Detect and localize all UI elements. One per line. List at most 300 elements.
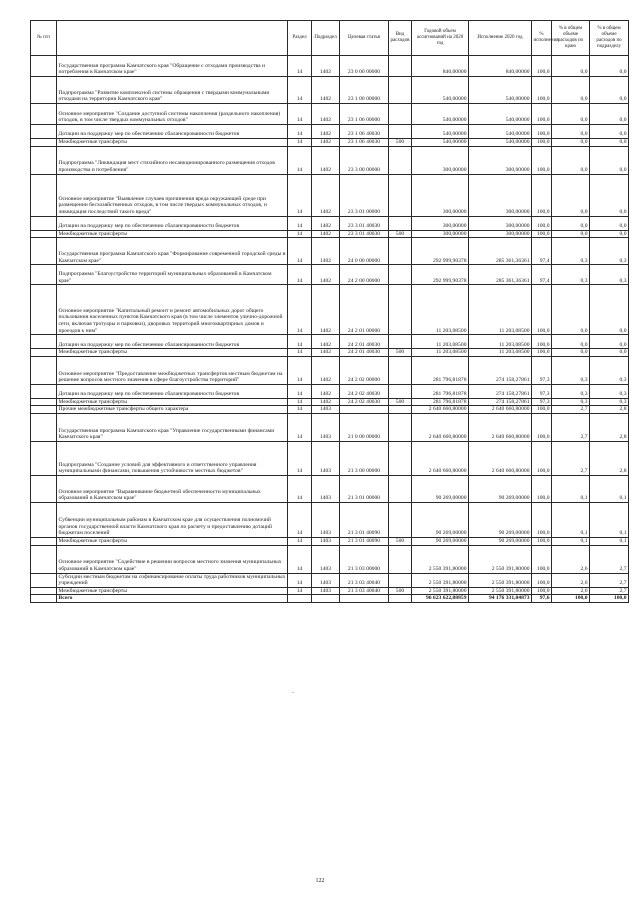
row-expense-type (389, 146, 412, 174)
row-num (31, 230, 57, 238)
row-exec: 540,00000 (469, 125, 532, 139)
header-target-article: Целевая статья (340, 21, 389, 56)
row-num (31, 413, 57, 441)
table-row (31, 475, 629, 502)
row-razdel: 14 (288, 537, 312, 545)
row-share-section: 0,1 (590, 475, 629, 502)
row-share-total: 2,6 (552, 587, 590, 595)
row-name: Основное мероприятие "Содействие в решении вопросов местного значения муниципальных образований в Камчатском крае" (57, 545, 288, 573)
table-row (31, 125, 629, 139)
header-share-section: % в общем объеме расходов по подразделу (590, 21, 629, 56)
budget-execution-table (30, 20, 629, 603)
header-execution-percent: % исполнения (532, 21, 552, 56)
row-share-total: 0,3 (552, 238, 590, 265)
row-plan: 2 640 660,80000 (412, 441, 469, 475)
row-name: Межбюджетные трансферты (57, 349, 288, 357)
total-row (31, 595, 629, 603)
row-share-total: 0,0 (552, 216, 590, 230)
row-exec: 274 158,27861 (469, 384, 532, 398)
total-pct: 97,6 (532, 595, 552, 603)
row-plan: 292 999,90378 (412, 265, 469, 285)
row-share-total: 0,3 (552, 384, 590, 398)
row-expense-type (389, 125, 412, 139)
row-exec: 285 361,36361 (469, 265, 532, 285)
row-target-article: 24 2 01 40030 (340, 335, 389, 349)
row-num (31, 56, 57, 77)
row-target-article: 21 3 03 40040 (340, 573, 389, 587)
row-target-article: 24 2 00 00000 (340, 265, 389, 285)
row-razdel: 14 (288, 230, 312, 238)
row-plan: 281 796,81878 (412, 356, 469, 384)
row-podrazdel: 1403 (312, 545, 340, 573)
budget-sheet (30, 20, 627, 603)
table-row (31, 230, 629, 238)
stray-mark: - (292, 690, 294, 696)
table-row (31, 265, 629, 285)
header-razdel: Раздел (288, 21, 312, 56)
row-share-section: 2,7 (590, 573, 629, 587)
row-expense-type: 500 (389, 537, 412, 545)
row-podrazdel: 1403 (312, 587, 340, 595)
row-podrazdel: 1402 (312, 104, 340, 125)
row-name: Основное мероприятие "Выявление случаев причинения вреда окружающей среде при размещении бесхозяйственных отходов, в том числе твердых коммунальных отходов, и ликвидация последствий такого вреда" (57, 174, 288, 216)
row-exec: 2 550 391,80000 (469, 573, 532, 587)
row-share-section: 0,3 (590, 238, 629, 265)
row-pct: 100,0 (532, 573, 552, 587)
row-num (31, 104, 57, 125)
row-razdel: 14 (288, 125, 312, 139)
row-pct: 97,4 (532, 265, 552, 285)
row-expense-type (389, 406, 412, 414)
row-num (31, 441, 57, 475)
row-expense-type (389, 77, 412, 104)
row-name: Межбюджетные трансферты (57, 230, 288, 238)
row-expense-type: 500 (389, 398, 412, 406)
header-annual-plan: Годовой объем ассигнований на 2020 год (412, 21, 469, 56)
row-share-section: 0,3 (590, 356, 629, 384)
row-plan: 2 640 660,80000 (412, 406, 469, 414)
row-share-total: 0,3 (552, 398, 590, 406)
row-share-section: 0,0 (590, 335, 629, 349)
row-name: Межбюджетные трансферты (57, 537, 288, 545)
row-share-section: 0,0 (590, 174, 629, 216)
total-podrazdel-cell (312, 595, 340, 603)
row-pct: 100,0 (532, 139, 552, 147)
row-podrazdel: 1403 (312, 406, 340, 414)
row-plan: 300,00000 (412, 146, 469, 174)
table-row (31, 502, 629, 537)
row-plan: 2 640 660,80000 (412, 413, 469, 441)
row-podrazdel: 1402 (312, 285, 340, 335)
table-row (31, 406, 629, 414)
table-row (31, 146, 629, 174)
row-target-article: 23 3 01 00000 (340, 174, 389, 216)
row-target-article: 23 3 01 40030 (340, 230, 389, 238)
table-row (31, 587, 629, 595)
table-row (31, 139, 629, 147)
row-razdel: 14 (288, 406, 312, 414)
row-exec: 2 550 391,80000 (469, 587, 532, 595)
row-plan: 90 269,00000 (412, 502, 469, 537)
row-share-total: 0,1 (552, 502, 590, 537)
row-razdel: 14 (288, 545, 312, 573)
row-pct: 97,3 (532, 384, 552, 398)
row-exec: 540,00000 (469, 139, 532, 147)
row-razdel: 14 (288, 475, 312, 502)
row-target-article: 23 0 00 00000 (340, 56, 389, 77)
table-body (31, 56, 629, 595)
header-execution: Исполнение 2020 год (469, 21, 532, 56)
row-razdel: 14 (288, 104, 312, 125)
row-target-article: 21 3 01 00000 (340, 475, 389, 502)
header-num: № п/п (31, 21, 57, 56)
header-share-total: % в общем объеме расходов по краю (552, 21, 590, 56)
row-plan: 281 796,81878 (412, 398, 469, 406)
row-pct: 100,0 (532, 77, 552, 104)
row-pct: 100,0 (532, 502, 552, 537)
row-target-article: 23 1 06 40030 (340, 125, 389, 139)
row-share-total: 0,0 (552, 56, 590, 77)
row-name: Государственная программа Камчатского края "Обращение с отходами производства и потребления в Камчатском крае" (57, 56, 288, 77)
row-share-total: 0,0 (552, 125, 590, 139)
row-expense-type (389, 265, 412, 285)
row-share-total: 0,1 (552, 475, 590, 502)
row-target-article: 23 1 06 40030 (340, 139, 389, 147)
row-razdel: 14 (288, 238, 312, 265)
row-podrazdel: 1402 (312, 139, 340, 147)
row-pct: 97,3 (532, 398, 552, 406)
row-exec: 90 269,00000 (469, 475, 532, 502)
row-podrazdel: 1403 (312, 537, 340, 545)
row-razdel: 14 (288, 77, 312, 104)
row-share-section: 0,3 (590, 265, 629, 285)
row-exec: 90 269,00000 (469, 537, 532, 545)
row-share-section: 0,0 (590, 125, 629, 139)
row-plan: 300,00000 (412, 216, 469, 230)
row-plan: 90 269,00000 (412, 475, 469, 502)
table-row (31, 56, 629, 77)
row-razdel: 14 (288, 139, 312, 147)
row-razdel: 14 (288, 265, 312, 285)
row-pct: 97,4 (532, 238, 552, 265)
table-row (31, 398, 629, 406)
table-row (31, 77, 629, 104)
page-number: 122 (315, 878, 325, 884)
row-share-section: 0,3 (590, 384, 629, 398)
row-plan: 281 796,81878 (412, 384, 469, 398)
row-expense-type (389, 475, 412, 502)
row-razdel: 14 (288, 349, 312, 357)
table-row (31, 356, 629, 384)
row-target-article: 21 3 00 00000 (340, 441, 389, 475)
row-share-section: 2,7 (590, 545, 629, 573)
total-plan: 96 623 622,88859 (412, 595, 469, 603)
row-exec: 11 203,08500 (469, 285, 532, 335)
row-razdel: 14 (288, 502, 312, 537)
row-podrazdel: 1402 (312, 265, 340, 285)
row-share-total: 0,0 (552, 349, 590, 357)
row-plan: 2 550 391,80000 (412, 545, 469, 573)
row-share-total: 0,0 (552, 335, 590, 349)
row-expense-type (389, 356, 412, 384)
row-pct: 100,0 (532, 475, 552, 502)
table-row (31, 441, 629, 475)
row-share-total: 0,0 (552, 139, 590, 147)
row-plan: 540,00000 (412, 139, 469, 147)
row-expense-type (389, 174, 412, 216)
row-share-section: 0,0 (590, 285, 629, 335)
row-razdel: 14 (288, 335, 312, 349)
row-target-article: 24 2 02 40030 (340, 384, 389, 398)
row-share-total: 2,7 (552, 413, 590, 441)
row-pct: 100,0 (532, 335, 552, 349)
row-plan: 300,00000 (412, 174, 469, 216)
row-share-total: 2,7 (552, 441, 590, 475)
row-share-section: 0,1 (590, 537, 629, 545)
row-plan: 90 269,00000 (412, 537, 469, 545)
row-num (31, 174, 57, 216)
row-podrazdel: 1403 (312, 441, 340, 475)
row-podrazdel: 1403 (312, 573, 340, 587)
row-num (31, 545, 57, 573)
row-exec: 2 640 660,80000 (469, 441, 532, 475)
total-vr-cell (389, 595, 412, 603)
row-share-section: 0,0 (590, 56, 629, 77)
row-num (31, 356, 57, 384)
row-name: Подпрограмма "Ликвидация мест стихийного несанкционированного размещения отходов производства и потребления" (57, 146, 288, 174)
row-plan: 2 550 391,80000 (412, 587, 469, 595)
table-row (31, 285, 629, 335)
row-name: Подпрограмма "Создание условий для эффективного и ответственного управления муниципальными финансами, повышения устойчивости местных бюджетов" (57, 441, 288, 475)
header-name (57, 21, 288, 56)
total-share-total: 100,0 (552, 595, 590, 603)
row-razdel: 14 (288, 398, 312, 406)
row-expense-type (389, 502, 412, 537)
table-row (31, 537, 629, 545)
row-target-article: 23 3 00 00000 (340, 146, 389, 174)
row-share-section: 2,7 (590, 587, 629, 595)
row-num (31, 216, 57, 230)
total-cs-cell (340, 595, 389, 603)
total-label: Всего (57, 595, 288, 603)
row-num (31, 398, 57, 406)
row-name: Дотации на поддержку мер по обеспечению сбалансированности бюджетов (57, 125, 288, 139)
row-name: Государственная программа Камчатского края "Формирование современной городской среды в Камчатском крае" (57, 238, 288, 265)
row-expense-type (389, 56, 412, 77)
row-expense-type: 500 (389, 587, 412, 595)
table-row (31, 174, 629, 216)
row-pct: 100,0 (532, 587, 552, 595)
row-razdel: 14 (288, 356, 312, 384)
row-target-article: 24 2 02 40030 (340, 398, 389, 406)
row-pct: 100,0 (532, 537, 552, 545)
row-num (31, 146, 57, 174)
header-podrazdel: Подраздел (312, 21, 340, 56)
row-pct: 100,0 (532, 125, 552, 139)
row-num (31, 265, 57, 285)
row-num (31, 125, 57, 139)
row-exec: 840,00000 (469, 56, 532, 77)
row-expense-type (389, 335, 412, 349)
row-target-article: 24 2 01 40030 (340, 349, 389, 357)
total-share-section: 100,0 (590, 595, 629, 603)
row-share-total: 0,3 (552, 265, 590, 285)
row-razdel: 14 (288, 216, 312, 230)
row-num (31, 502, 57, 537)
row-exec: 90 269,00000 (469, 502, 532, 537)
row-num (31, 475, 57, 502)
row-exec: 274 158,27861 (469, 398, 532, 406)
table-row (31, 104, 629, 125)
row-num (31, 573, 57, 587)
row-expense-type (389, 285, 412, 335)
row-num (31, 406, 57, 414)
row-exec: 11 203,08500 (469, 335, 532, 349)
row-pct: 100,0 (532, 413, 552, 441)
row-razdel: 14 (288, 56, 312, 77)
row-num (31, 77, 57, 104)
row-plan: 540,00000 (412, 77, 469, 104)
row-num (31, 139, 57, 147)
row-pct: 100,0 (532, 349, 552, 357)
row-podrazdel: 1403 (312, 502, 340, 537)
row-podrazdel: 1402 (312, 335, 340, 349)
table-row (31, 573, 629, 587)
row-name: Дотации на поддержку мер по обеспечению сбалансированности бюджетов (57, 384, 288, 398)
row-share-total: 0,0 (552, 146, 590, 174)
table-row (31, 384, 629, 398)
row-name: Межбюджетные трансферты (57, 587, 288, 595)
table-header-row (31, 21, 629, 56)
row-podrazdel: 1402 (312, 384, 340, 398)
row-razdel: 14 (288, 441, 312, 475)
table-row (31, 335, 629, 349)
row-share-total: 0,3 (552, 356, 590, 384)
row-share-section: 0,0 (590, 349, 629, 357)
row-podrazdel: 1402 (312, 356, 340, 384)
row-razdel: 14 (288, 146, 312, 174)
row-num (31, 285, 57, 335)
row-share-section: 0,0 (590, 139, 629, 147)
row-share-total: 0,0 (552, 285, 590, 335)
row-name: Дотации на поддержку мер по обеспечению сбалансированности бюджетов (57, 335, 288, 349)
table-row (31, 413, 629, 441)
row-share-section: 0,0 (590, 104, 629, 125)
row-podrazdel: 1402 (312, 125, 340, 139)
row-name: Межбюджетные трансферты (57, 398, 288, 406)
row-name: Государственная программа Камчатского края "Управление государственными финансами Камчатского края" (57, 413, 288, 441)
row-share-total: 0,0 (552, 174, 590, 216)
row-name: Дотации на поддержку мер по обеспечению сбалансированности бюджетов (57, 216, 288, 230)
row-expense-type: 500 (389, 139, 412, 147)
row-share-total: 2,7 (552, 406, 590, 414)
header-expense-type: Вид расходов (389, 21, 412, 56)
table-row (31, 238, 629, 265)
row-podrazdel: 1402 (312, 174, 340, 216)
total-exec: 94 176 331,04873 (469, 595, 532, 603)
row-num (31, 537, 57, 545)
total-razdel-cell (288, 595, 312, 603)
row-razdel: 14 (288, 573, 312, 587)
row-podrazdel: 1402 (312, 349, 340, 357)
row-plan: 840,00000 (412, 56, 469, 77)
row-exec: 300,00000 (469, 230, 532, 238)
row-share-total: 0,0 (552, 77, 590, 104)
row-share-section: 0,0 (590, 146, 629, 174)
row-name: Основное мероприятие "Создание доступной системы накопления (раздельного накопления) отходов, в том числе твердых коммунальных отходов" (57, 104, 288, 125)
row-name: Межбюджетные трансферты (57, 139, 288, 147)
row-name: Прочие межбюджетные трансферты общего характера (57, 406, 288, 414)
table-row (31, 216, 629, 230)
row-exec: 274 158,27861 (469, 356, 532, 384)
row-share-section: 0,1 (590, 502, 629, 537)
row-share-total: 2,6 (552, 573, 590, 587)
row-share-section: 0,0 (590, 230, 629, 238)
row-exec: 2 640 660,80000 (469, 413, 532, 441)
row-expense-type: 500 (389, 349, 412, 357)
row-pct: 100,0 (532, 545, 552, 573)
row-pct: 100,0 (532, 441, 552, 475)
row-plan: 2 550 391,80000 (412, 573, 469, 587)
row-exec: 2 550 391,80000 (469, 545, 532, 573)
table-row (31, 349, 629, 357)
row-target-article: 23 3 01 40030 (340, 216, 389, 230)
row-expense-type (389, 545, 412, 573)
row-razdel: 14 (288, 587, 312, 595)
row-target-article: 24 2 02 00000 (340, 356, 389, 384)
row-podrazdel: 1403 (312, 413, 340, 441)
row-podrazdel: 1402 (312, 146, 340, 174)
row-share-total: 0,0 (552, 230, 590, 238)
table-row (31, 545, 629, 573)
row-share-section: 2,8 (590, 441, 629, 475)
row-plan: 292 999,90378 (412, 238, 469, 265)
row-target-article: 21 0 00 00000 (340, 413, 389, 441)
row-plan: 11 203,08500 (412, 285, 469, 335)
row-pct: 100,0 (532, 285, 552, 335)
row-podrazdel: 1403 (312, 475, 340, 502)
row-razdel: 14 (288, 174, 312, 216)
row-exec: 300,00000 (469, 216, 532, 230)
row-expense-type (389, 441, 412, 475)
row-target-article: 21 3 01 40090 (340, 537, 389, 545)
row-name: Подпрограмма "Развитие комплексной системы обращения с твердыми коммунальными отходами на территории Камчатского края" (57, 77, 288, 104)
row-share-section: 0,0 (590, 216, 629, 230)
row-podrazdel: 1402 (312, 56, 340, 77)
row-target-article: 23 1 06 00000 (340, 104, 389, 125)
row-exec: 285 361,36361 (469, 238, 532, 265)
row-num (31, 384, 57, 398)
row-expense-type (389, 238, 412, 265)
row-name: Подпрограмма "Благоустройство территорий муниципальных образований в Камчатском крае" (57, 265, 288, 285)
row-podrazdel: 1402 (312, 398, 340, 406)
row-target-article (340, 406, 389, 414)
row-expense-type (389, 413, 412, 441)
row-exec: 300,00000 (469, 146, 532, 174)
row-name: Основное мероприятие "Предоставление межбюджетных трансфертов местным бюджетам на решение вопросов местного значения в сфере благоустройства территорий" (57, 356, 288, 384)
row-razdel: 14 (288, 413, 312, 441)
row-num (31, 587, 57, 595)
row-exec: 2 640 660,80000 (469, 406, 532, 414)
row-pct: 100,0 (532, 146, 552, 174)
row-pct: 97,3 (532, 356, 552, 384)
row-name: Субсидии местным бюджетам на софинансирование оплаты труда работников муниципальных учреждений (57, 573, 288, 587)
total-num-cell (31, 595, 57, 603)
row-podrazdel: 1402 (312, 216, 340, 230)
row-podrazdel: 1402 (312, 230, 340, 238)
row-target-article: 24 2 01 00000 (340, 285, 389, 335)
row-share-total: 0,1 (552, 537, 590, 545)
